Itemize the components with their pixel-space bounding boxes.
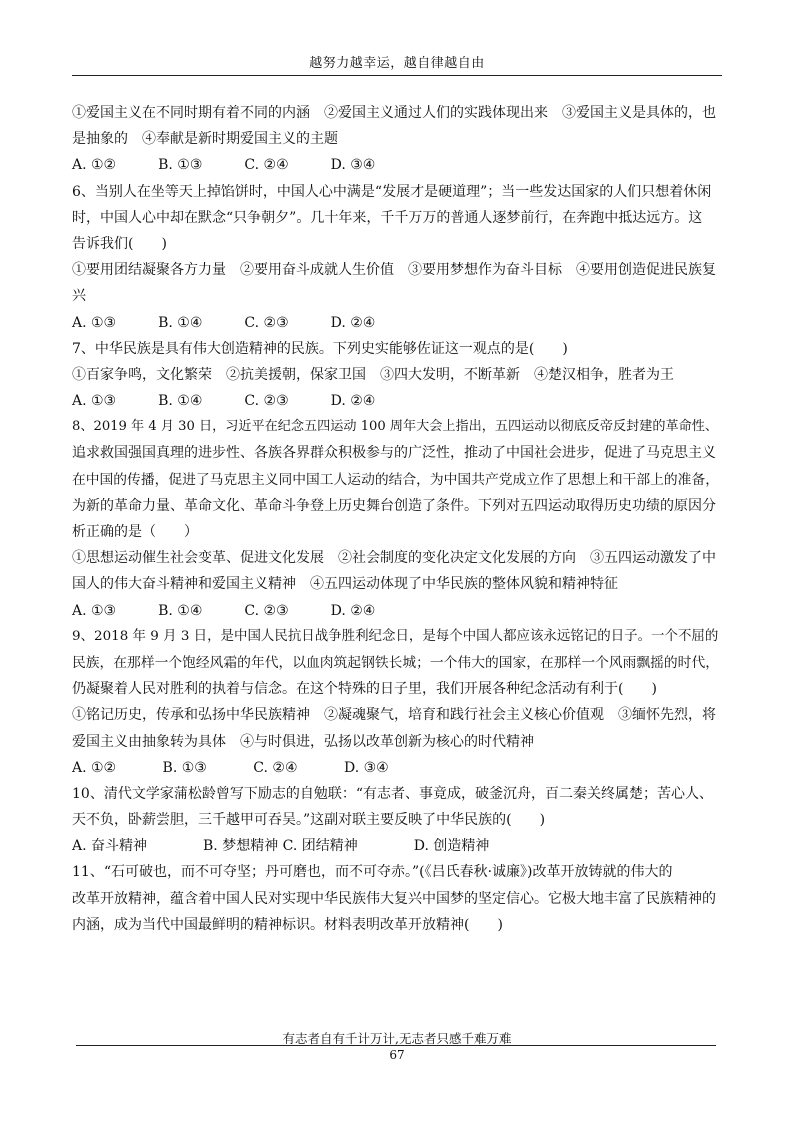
answer-options: A. ①② B. ①③ C. ②④ D. ③④ — [72, 759, 389, 776]
text-line: 兴 — [72, 288, 86, 305]
question-text — [72, 100, 724, 938]
question-11: 11、“石可破也，而不可夺坚；丹可磨也，而不可夺赤。”(《吕氏春秋·诚廉》)改革开放铸就的伟大的 — [72, 864, 673, 881]
question-8: 8、2019 年 4 月 30 日，习近平在纪念五四运动 100 周年大会上指出，五四运动以彻底反帝反封建的革命性、 — [72, 419, 719, 435]
text-line: 告诉我们( ) — [72, 235, 167, 252]
text-line: 国人的伟大奋斗精神和爱国主义精神 ④五四运动体现了中华民族的整体风貌和精神特征 — [72, 576, 618, 593]
footer-divider — [76, 1045, 716, 1046]
text-line: ①铭记历史，传承和弘扬中华民族精神 ②凝魂聚气，培育和践行社会主义核心价值观 ③缅怀先烈，将 — [72, 707, 716, 724]
header-divider — [72, 75, 722, 76]
text-line: 爱国主义由抽象转为具体 ④与时俱进，弘扬以改革创新为核心的时代精神 — [72, 733, 534, 750]
text-line: ①爱国主义在不同时期有着不同的内涵 ②爱国主义通过人们的实践体现出来 ③爱国主义是具体的，也 — [72, 105, 716, 121]
page-number: 67 — [389, 1048, 405, 1062]
question-10: 10、清代文学家蒲松龄曾写下励志的自勉联：“有志者、事竟成，破釜沉舟，百二秦关终属楚；苦心人、 — [72, 785, 713, 802]
text-line: 天不负，卧薪尝胆，三千越甲可吞吴。”这副对联主要反映了中华民族的( ) — [72, 812, 546, 829]
answer-options: A. ①③ B. ①④ C. ②③ D. ②④ — [72, 602, 376, 619]
question-9: 9、2018 年 9 月 3 日，是中国人民抗日战争胜利纪念日，是每个中国人都应该永远铭记的日子。一个不屈的 — [72, 628, 719, 644]
question-6: 6、当别人在坐等天上掉馅饼时，中国人心中满是“发展才是硬道理”；当一些发达国家的人们只想着休闲 — [72, 183, 712, 200]
answer-options: A. 奋斗精神 B. 梦想精神 C. 团结精神 D. 创造精神 — [72, 838, 490, 855]
text-line: 析正确的是（ ） — [72, 524, 198, 540]
footer-motto: 有志者自有千计万计,无志者只感千难万难 — [282, 1031, 512, 1046]
text-line: ①思想运动催生社会变革、促进文化发展 ②社会制度的变化决定文化发展的方向 ③五四运动激发了中 — [72, 550, 716, 567]
text-line: 内涵，成为当代中国最鲜明的精神标识。材料表明改革开放精神( ) — [72, 916, 503, 933]
text-line: 改革开放精神，蕴含着中国人民对实现中华民族伟大复兴中国梦的坚定信心。它极大地丰富了民族精神的 — [72, 890, 716, 907]
text-line: 为新的革命力量、革命文化、革命斗争登上历史舞台创造了条件。下列对五四运动取得历史功绩的原因分 — [72, 497, 716, 514]
question-7: 7、中华民族是具有伟大创造精神的民族。下列史实能够佐证这一观点的是( ) — [72, 340, 568, 357]
text-line: 是抽象的 ④奉献是新时期爱国主义的主题 — [72, 131, 338, 148]
text-line: 在中国的传播，促进了马克思主义同中国工人运动的结合，为中国共产党成立作了思想上和干部上的准备， — [72, 471, 719, 488]
text-line: 追求救国强国真理的进步性、各族各界群众积极参与的广泛性，推动了中国社会进步，促进了马克思主义 — [72, 445, 716, 462]
answer-options: A. ①③ B. ①④ C. ②③ D. ②④ — [72, 393, 376, 410]
header-motto: 越努力越幸运，越自律越自由 — [309, 56, 485, 71]
text-line: 民族，在那样一个饱经风霜的年代，以血肉筑起钢铁长城；一个伟大的国家，在那样一个风雨飘摇的时代， — [72, 654, 719, 671]
text-line: ①要用团结凝聚各方力量 ②要用奋斗成就人生价值 ③要用梦想作为奋斗目标 ④要用创造促进民族复 — [72, 262, 716, 279]
answer-options: A. ①② B. ①③ C. ②④ D. ③④ — [72, 157, 376, 174]
text-line: ①百家争鸣，文化繁荣 ②抗美援朝，保家卫国 ③四大发明，不断革新 ④楚汉相争，胜者为王 — [72, 366, 674, 383]
text-line: 时，中国人心中却在默念“只争朝夕”。几十年来，千千万万的普通人逐梦前行，在奔跑中抵达远方。这 — [72, 209, 703, 226]
text-line: 仍凝聚着人民对胜利的执着与信念。在这个特殊的日子里，我们开展各种纪念活动有利于( ) — [72, 681, 657, 698]
answer-options: A. ①③ B. ①④ C. ②③ D. ②④ — [72, 314, 376, 331]
